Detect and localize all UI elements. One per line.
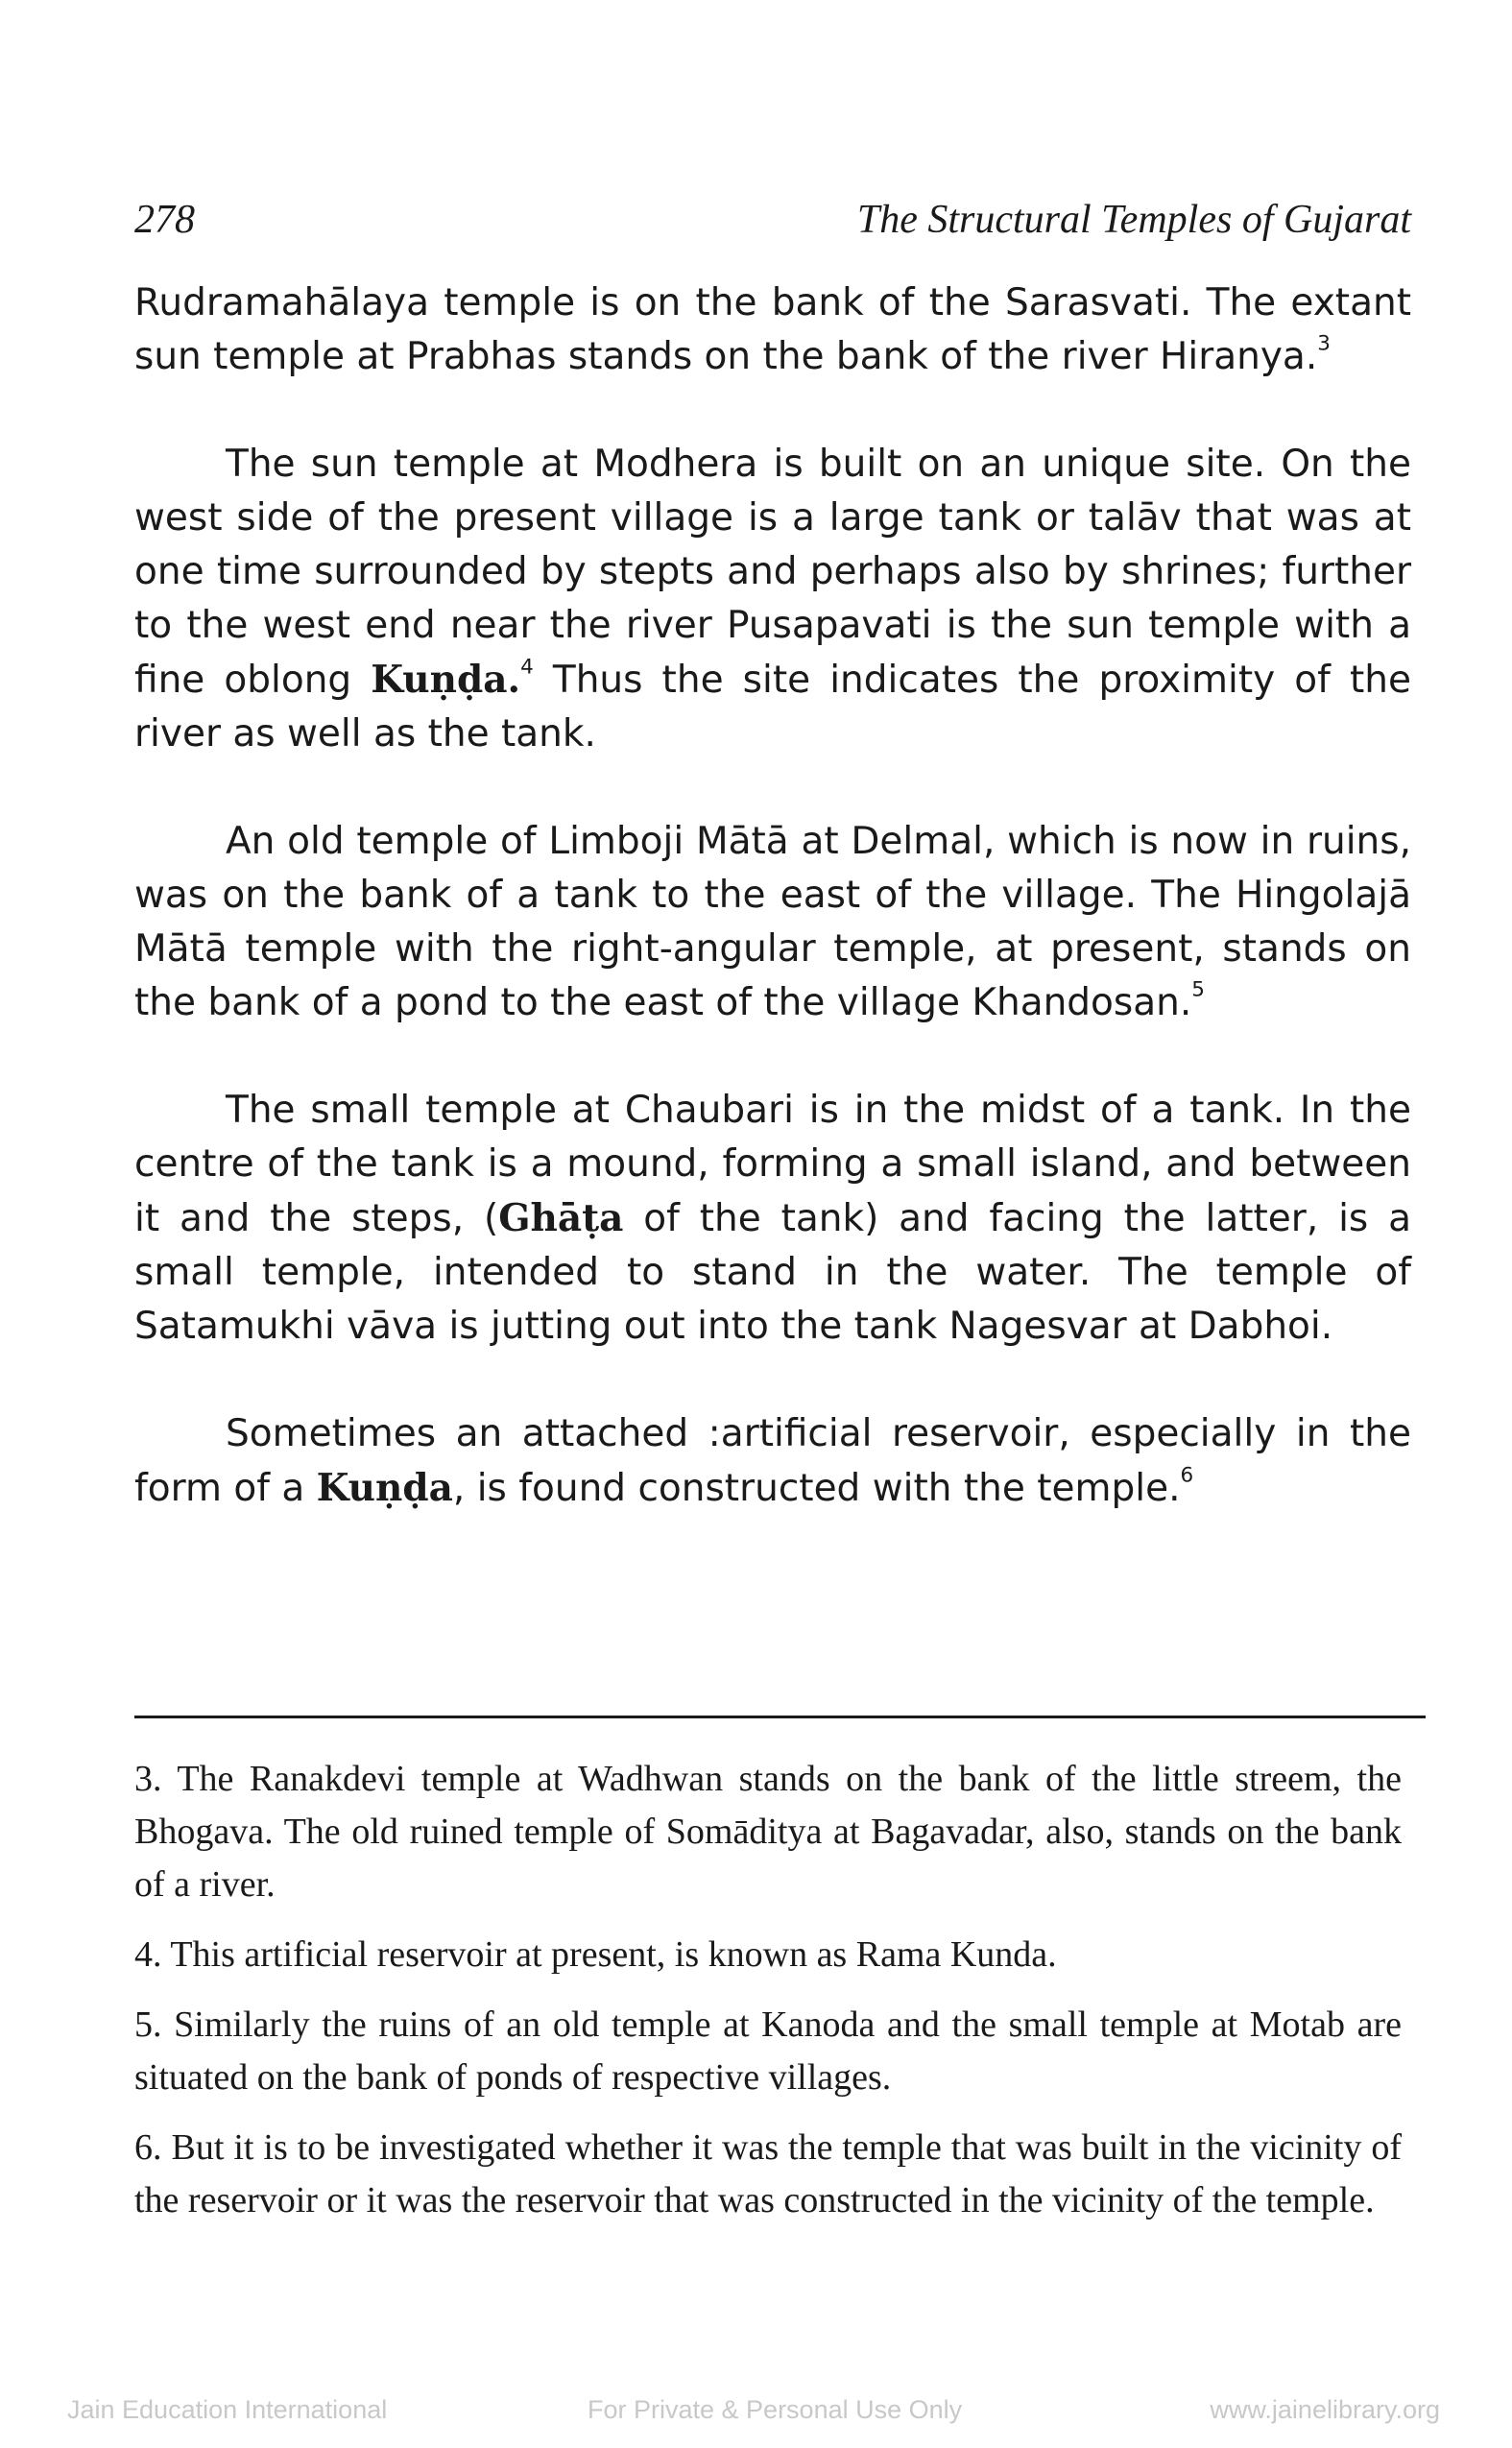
paragraph-2 [134,438,1411,761]
footer-right: www.jainelibrary.org [1210,2395,1440,2424]
footnote-text: The Ranakdevi temple at Wadhwan stands on the bank of the little streem, the Bhogava. The old ruined temple of Somāditya at Bagavadar, also, stands on the bank of a river. [134,1759,1402,1905]
footnote-4 [134,1929,1402,1981]
paragraph-text: Rudramahālaya temple is on the bank of the Sarasvati. The extant sun temple at Prabhas stands on the bank of the river Hiranya. [134,281,1411,378]
footnote-divider [134,1716,1426,1718]
page-footer [0,2395,1512,2434]
paragraph-3 [134,815,1411,1030]
page-header [134,197,1411,254]
footnote-text: This artificial reservoir at present, is known as Rama Kunda. [170,1934,1057,1975]
term-kunda: Kuṇḍa. [371,658,521,702]
footnote-5 [134,1999,1402,2104]
footnote-number: 3. [134,1759,162,1799]
footnote-ref-6: 6 [1180,1463,1194,1488]
footnote-ref-4: 4 [520,655,534,680]
paragraph-1 [134,276,1411,384]
paragraph-text: , is found constructed with the temple. [452,1467,1181,1510]
paragraph-text: Thus the site indicates the proximity of the river as well as the tank. [134,659,1411,756]
footnote-ref-3: 3 [1317,331,1331,356]
footnote-6 [134,2122,1402,2227]
footer-left: Jain Education International [67,2395,388,2424]
term-kunda: Kuṇḍa [316,1466,453,1510]
footnote-number: 6. [134,2127,162,2168]
paragraph-4 [134,1084,1411,1354]
body-text [134,276,1411,1516]
paragraph-text: Sometimes an attached :artificial reservoir, especially in the form of a [134,1412,1411,1510]
footnote-text: Similarly the ruins of an old temple at Kanoda and the small temple at Motab are situated on the bank of ponds of respective villages. [134,2004,1402,2098]
paragraph-5 [134,1407,1411,1516]
footnote-number: 5. [134,2004,162,2045]
paragraph-text: The sun temple at Modhera is built on an unique site. On the west side of the present village is a large tank or talāv that was at one time surrounded by stepts and perhaps also by shrines; further to the west end near the river Pusapavati is the sun temple with a fine oblong [134,443,1411,702]
page-number: 278 [134,198,195,242]
footnote-number: 4. [134,1934,162,1975]
footnote-ref-5: 5 [1191,977,1205,1002]
paragraph-text: An old temple of Limboji Mātā at Delmal, which is now in ruins, was on the bank of a tank to the east of the village. The Hingolajā Mātā temple with the right-angular temple, at present, stands on the bank of a pond to the east of the village Khandosan. [134,820,1411,1024]
term-ghata: Ghāṭa [498,1196,624,1240]
paragraph-text: The small temple at Chaubari is in the midst of a tank. In the centre of the tank is a mound, forming a small island, and between it and the steps, ( [134,1089,1411,1240]
running-title: The Structural Temples of Gujarat [856,198,1411,242]
paragraph-text: of the tank) and facing the latter, is a small temple, intended to stand in the water. The temple of Satamukhi vāva is jutting out into the tank Nagesvar at Dabhoi. [134,1197,1411,1348]
footer-center: For Private & Personal Use Only [588,2395,963,2424]
footnotes [134,1753,1402,2244]
footnote-text: But it is to be investigated whether it was the temple that was built in the vicinity of the reservoir or it was the reservoir that was constructed in the vicinity of the temple. [134,2127,1403,2220]
footnote-3 [134,1753,1402,1911]
